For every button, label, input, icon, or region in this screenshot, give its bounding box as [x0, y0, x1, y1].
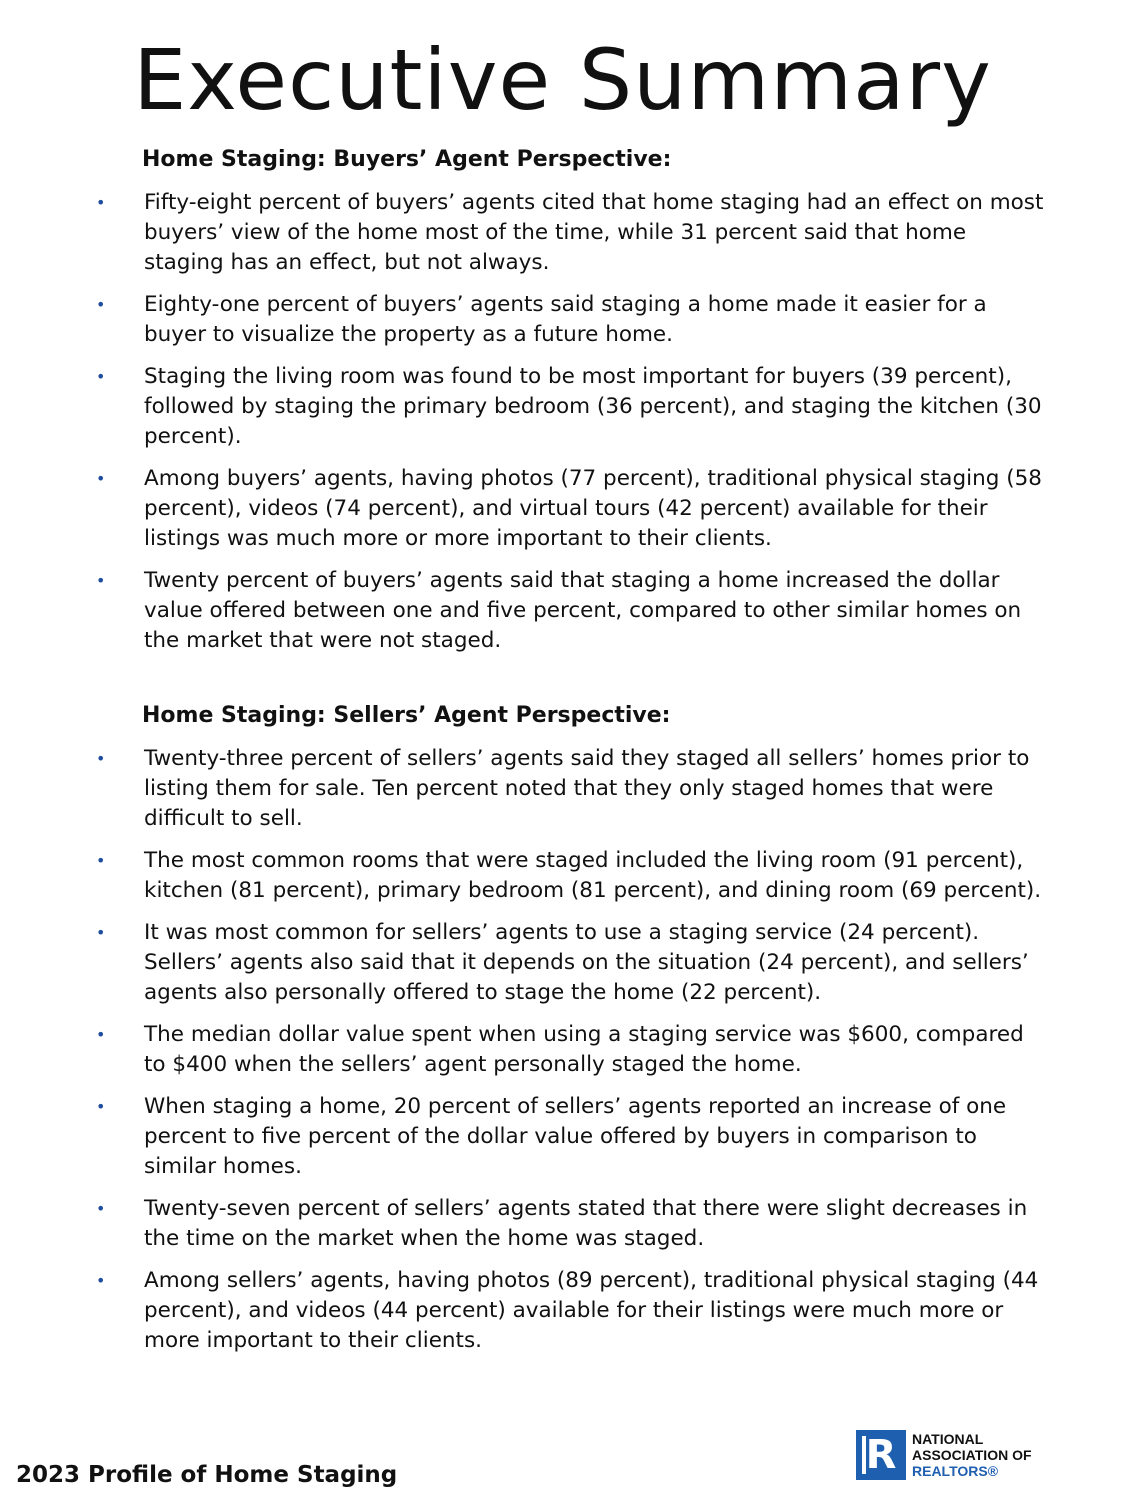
bullet-icon: •: [96, 1097, 106, 1116]
list-item: [0, 1266, 1125, 1356]
list-item: [0, 290, 1125, 350]
bullet-icon: •: [96, 193, 106, 212]
nar-logo: [856, 1430, 1032, 1480]
bullet-icon: •: [96, 295, 106, 314]
logo-line-3: REALTORS®: [912, 1463, 999, 1479]
bullet-icon: •: [96, 571, 106, 590]
logo-mark-letter: R: [865, 1432, 897, 1478]
list-item: [0, 188, 1125, 278]
bullet-text: It was most common for sellers’ agents to use a staging service (24 percent). Sellers’ agents also said that it depends on the situation (24 percent), and sellers’ agents also personally offered to stage the home (22 percent).: [144, 920, 1029, 1005]
page-title: Executive Summary: [133, 31, 992, 129]
list-item: [0, 1194, 1125, 1254]
bullet-icon: •: [96, 851, 106, 870]
bullet-text: Staging the living room was found to be most important for buyers (39 percent), followed by staging the primary bedroom (36 percent), and staging the kitchen (30 percent).: [144, 364, 1042, 449]
bullet-icon: •: [96, 1271, 106, 1290]
bullet-text: Twenty percent of buyers’ agents said that staging a home increased the dollar value offered between one and five percent, compared to other similar homes on the market that were not staged.: [144, 568, 1022, 653]
bullet-text: Among sellers’ agents, having photos (89 percent), traditional physical staging (44 percent), and videos (44 percent) available for their listings were much more or more important to their clients.: [144, 1268, 1039, 1353]
list-item: [0, 1092, 1125, 1182]
bullet-icon: •: [96, 1199, 106, 1218]
logo-wordmark: [912, 1431, 1032, 1479]
bullet-icon: •: [96, 1025, 106, 1044]
list-item: [0, 464, 1125, 554]
list-item: [0, 566, 1125, 656]
list-item: [0, 918, 1125, 1008]
bullet-icon: •: [96, 749, 106, 768]
footer-report-title: 2023 Profile of Home Staging: [16, 1462, 398, 1488]
bullet-icon: •: [96, 367, 106, 386]
bullet-text: The median dollar value spent when using a staging service was $600, compared to $400 when the sellers’ agent personally staged the home.: [144, 1022, 1024, 1077]
bullet-icon: •: [96, 469, 106, 488]
list-item: [0, 744, 1125, 834]
bullet-text: Fifty-eight percent of buyers’ agents cited that home staging had an effect on most buyers’ view of the home most of the time, while 31 percent said that home staging has an effect, but not always.: [144, 190, 1044, 275]
realtor-r-icon: [856, 1430, 906, 1480]
sellers-section-heading: Home Staging: Sellers’ Agent Perspective:: [142, 703, 671, 728]
sellers-bullet-list: [0, 744, 1125, 1368]
buyers-bullet-list: [0, 188, 1125, 668]
logo-line-2: ASSOCIATION OF: [912, 1447, 1032, 1463]
bullet-text: Eighty-one percent of buyers’ agents said staging a home made it easier for a buyer to visualize the property as a future home.: [144, 292, 987, 347]
bullet-text: The most common rooms that were staged included the living room (91 percent), kitchen (81 percent), primary bedroom (81 percent), and dining room (69 percent).: [144, 848, 1042, 903]
bullet-text: Twenty-seven percent of sellers’ agents stated that there were slight decreases in the time on the market when the home was staged.: [144, 1196, 1028, 1251]
bullet-text: Twenty-three percent of sellers’ agents said they staged all sellers’ homes prior to listing them for sale. Ten percent noted that they only staged homes that were difficult to sell.: [144, 746, 1030, 831]
list-item: [0, 362, 1125, 452]
bullet-text: When staging a home, 20 percent of sellers’ agents reported an increase of one percent to five percent of the dollar value offered by buyers in comparison to similar homes.: [144, 1094, 1007, 1179]
bullet-text: Among buyers’ agents, having photos (77 percent), traditional physical staging (58 percent), videos (74 percent), and virtual tours (42 percent) available for their listings was much more or more important to their clients.: [144, 466, 1042, 551]
bullet-icon: •: [96, 923, 106, 942]
logo-line-1: NATIONAL: [912, 1431, 984, 1447]
list-item: [0, 846, 1125, 906]
list-item: [0, 1020, 1125, 1080]
buyers-section-heading: Home Staging: Buyers’ Agent Perspective:: [142, 147, 672, 172]
